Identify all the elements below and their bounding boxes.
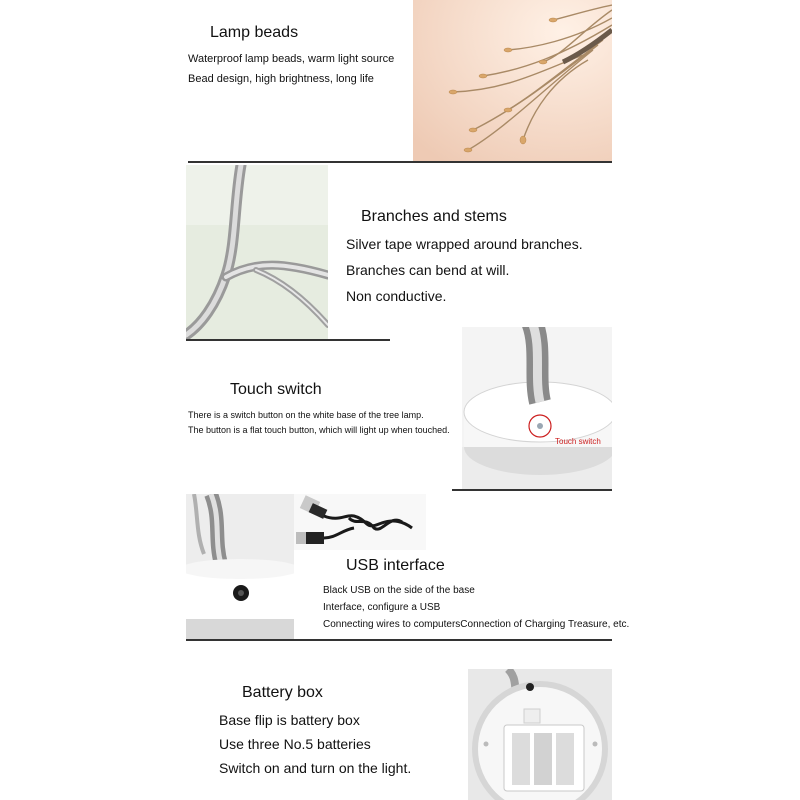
branches-title: Branches and stems (361, 208, 507, 225)
battery-line-2: Use three No.5 batteries (219, 736, 371, 752)
usb-line-2: Interface, configure a USB (323, 602, 441, 613)
touch-switch-line-1: There is a switch button on the white base of the tree lamp. (188, 410, 424, 420)
branches-photo (186, 165, 328, 340)
divider-4 (186, 639, 612, 641)
lamp-beads-line-1: Waterproof lamp beads, warm light source (188, 53, 395, 65)
touch-switch-photo (462, 327, 612, 490)
usb-line-3: Connecting wires to computersConnection of Charging Treasure, etc. (323, 619, 630, 630)
usb-title: USB interface (346, 557, 445, 574)
touch-switch-title: Touch switch (230, 381, 322, 398)
touch-switch-line-2: The button is a flat touch button, which will light up when touched. (188, 425, 450, 435)
usb-cable-photo (294, 494, 426, 550)
divider-2 (186, 339, 390, 341)
divider-1 (188, 161, 612, 163)
battery-line-3: Switch on and turn on the light. (219, 760, 412, 776)
usb-base-photo (186, 494, 294, 640)
lamp-beads-photo (413, 0, 612, 162)
battery-line-1: Base flip is battery box (219, 712, 360, 728)
touch-switch-callout: Touch switch (555, 437, 601, 446)
lamp-beads-title: Lamp beads (210, 24, 299, 41)
branches-line-2: Branches can bend at will. (346, 262, 510, 278)
battery-title: Battery box (242, 684, 323, 701)
divider-3 (452, 489, 612, 491)
battery-photo (468, 669, 612, 800)
usb-line-1: Black USB on the side of the base (323, 585, 475, 596)
branches-line-1: Silver tape wrapped around branches. (346, 236, 583, 252)
lamp-beads-line-2: Bead design, high brightness, long life (188, 73, 374, 85)
branches-line-3: Non conductive. (346, 288, 447, 304)
